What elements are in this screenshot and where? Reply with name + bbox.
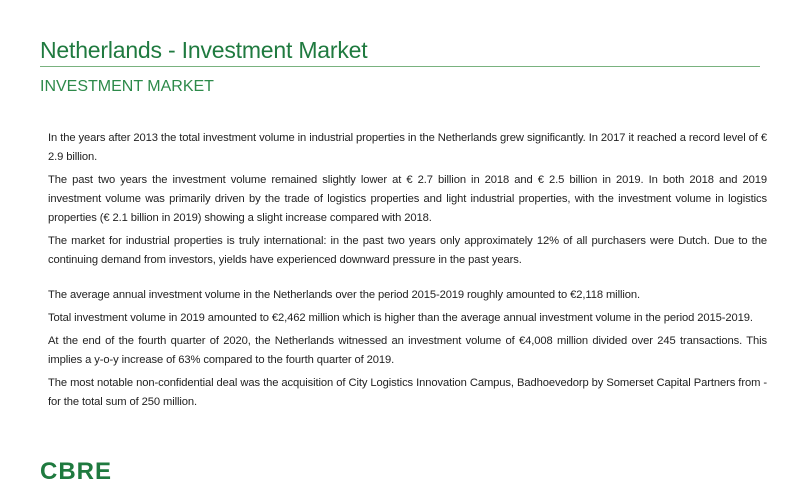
paragraph-average-volume: The average annual investment volume in the Netherlands over the period 2015-2019 roughly amounted to €2,118 million. bbox=[48, 289, 640, 301]
paragraph-international-market: The market for industrial properties is truly international: in the past two years only approximately 12% of all purchasers were Dutch. Due to the continuing demand from investors, yields have experienced downward pressure in the past years. bbox=[48, 235, 767, 266]
cbre-logo: CBRE bbox=[40, 458, 113, 485]
title-divider bbox=[40, 66, 760, 67]
page-title: Netherlands - Investment Market bbox=[40, 37, 368, 63]
paragraph-notable-deal: The most notable non-confidential deal was the acquisition of City Logistics Innovation Campus, Badhoevedorp by Somerset Capital Partners from - for the total sum of 250 million. bbox=[48, 377, 767, 408]
paragraph-past-two-years: The past two years the investment volume remained slightly lower at € 2.7 billion in 2018 and € 2.5 billion in 2019. In both 2018 and 2019 investment volume was primarily driven by the trade of logistics properties and light industrial properties, with the investment volume in logistics properties (€ 2.1 billion in 2019) showing a slight increase compared with 2018. bbox=[48, 174, 767, 224]
body-text bbox=[48, 129, 767, 416]
paragraph-q4-2020: At the end of the fourth quarter of 2020, the Netherlands witnessed an investment volume of €4,008 million divided over 245 transactions. This implies a y-o-y increase of 63% compared to the fourth quarter of 2019. bbox=[48, 335, 767, 366]
section-heading: INVESTMENT MARKET bbox=[40, 78, 214, 95]
paragraph-record-level: In the years after 2013 the total investment volume in industrial properties in the Netherlands grew significantly. In 2017 it reached a record level of € 2.9 billion. bbox=[48, 132, 767, 163]
paragraph-total-2019: Total investment volume in 2019 amounted to €2,462 million which is higher than the average annual investment volume in the period 2015-2019. bbox=[48, 312, 753, 324]
